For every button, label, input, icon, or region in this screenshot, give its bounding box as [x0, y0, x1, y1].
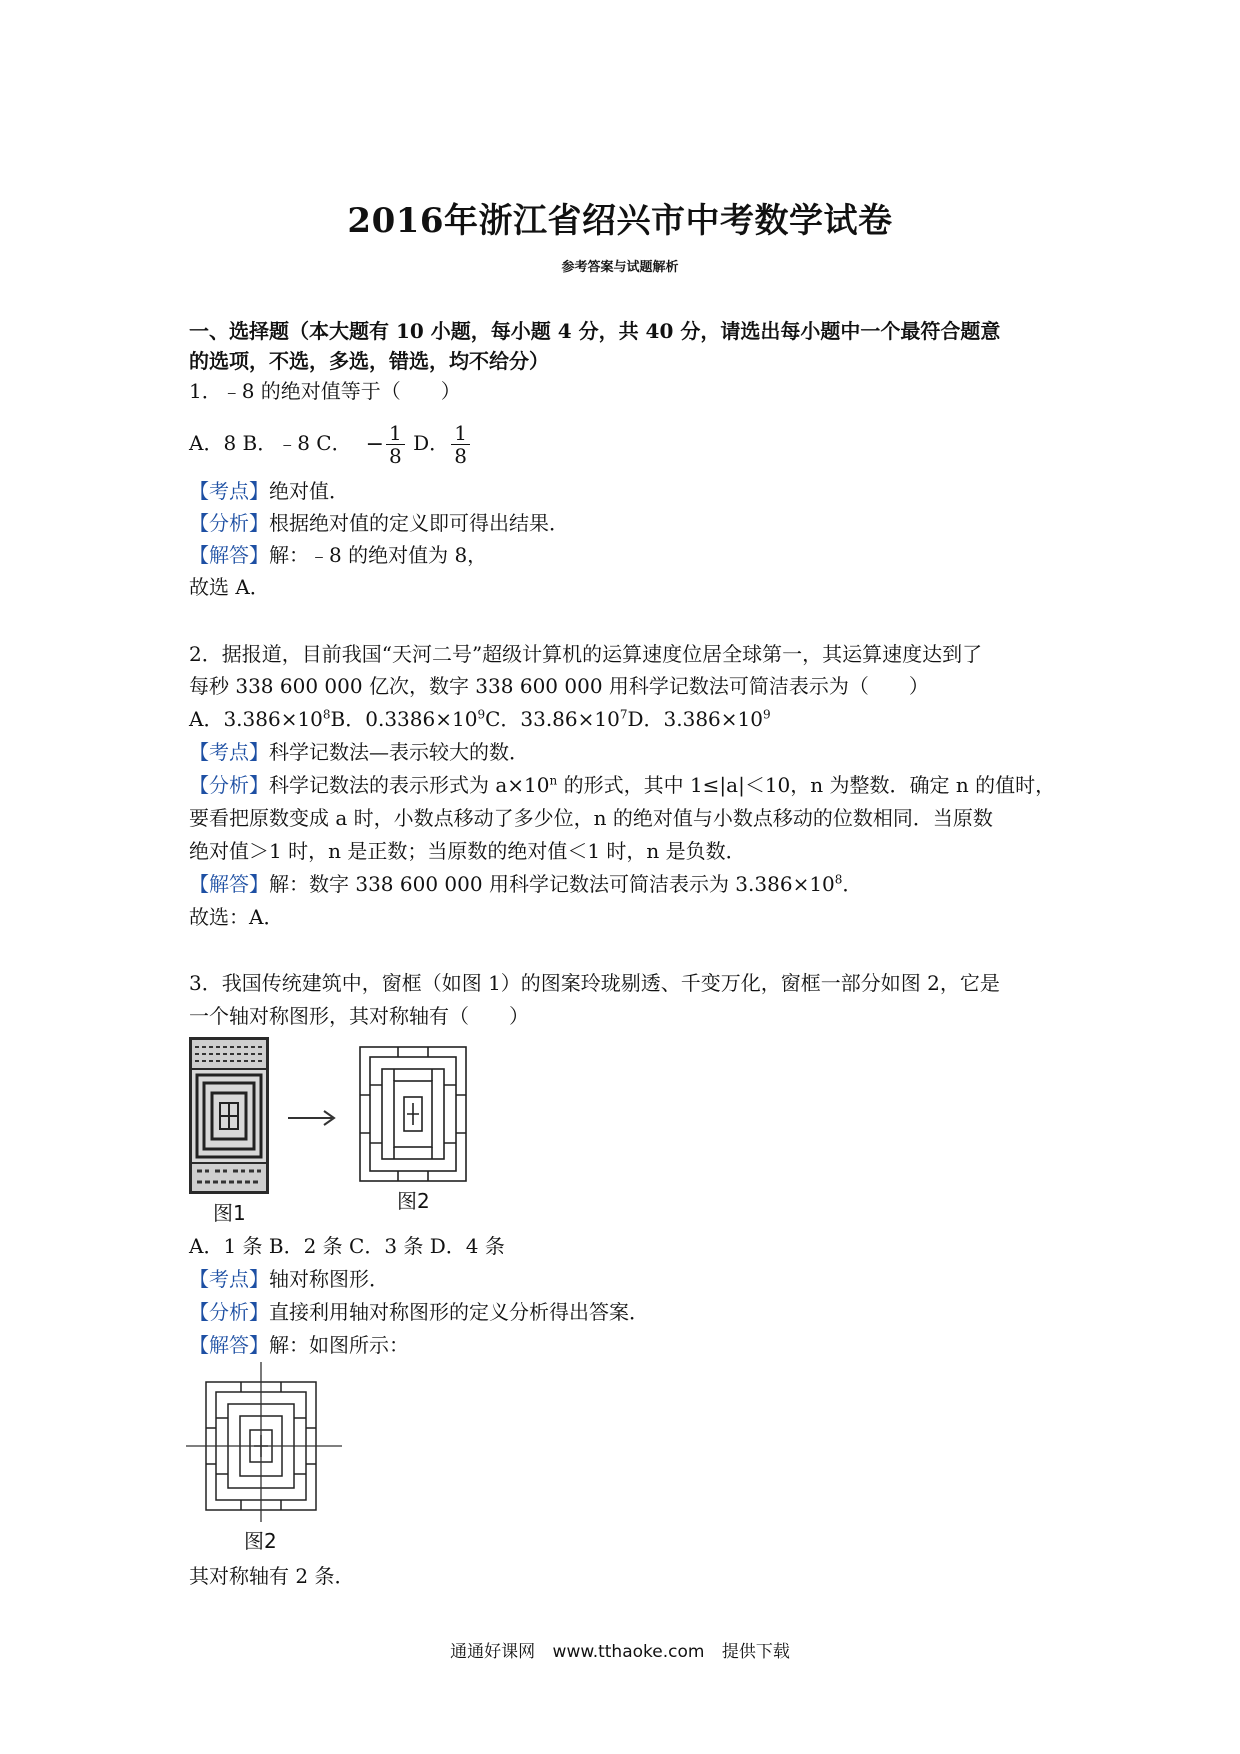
- footer-url-link[interactable]: www.tthaoke.com: [552, 1642, 705, 1662]
- q3-stem-line2: 一个轴对称图形，其对称轴有（ ）: [189, 1004, 529, 1028]
- q2-option-c: C．33.86×10: [485, 707, 620, 731]
- fig3-label: 图2: [244, 1529, 277, 1553]
- page-subtitle: 参考答案与试题解析: [561, 260, 679, 275]
- q1-frac-d-den: 8: [454, 444, 467, 468]
- q1-conclusion: 故选 A．: [189, 575, 270, 599]
- q2-jieda-exp: 8: [834, 872, 843, 887]
- q2-kaodian-text: 科学记数法—表示较大的数．: [269, 740, 529, 764]
- q2-option-c-exp: 7: [619, 707, 628, 722]
- q1-fenxi: [189, 509, 569, 537]
- jieda-tag: 【解答】: [189, 872, 269, 896]
- page-footer: [0, 1637, 1240, 1662]
- q2-option-b: B．0.3386×10: [330, 707, 478, 731]
- q2-option-b-exp: 9: [477, 707, 486, 722]
- fig2-label: 图2: [397, 1189, 430, 1213]
- q2-kaodian: [189, 738, 529, 766]
- fig1-label: 图1: [213, 1201, 246, 1225]
- fenxi-tag: 【分析】: [189, 1300, 269, 1324]
- q1-frac-c-sign: −: [365, 431, 385, 457]
- q3-jieda-text: 解：如图所示：: [269, 1333, 409, 1357]
- q3-fenxi-text: 直接利用轴对称图形的定义分析得出答案．: [269, 1300, 649, 1324]
- page-title: 2016年浙江省绍兴市中考数学试卷: [347, 201, 893, 241]
- q2-stem-line2: 每秒 338 600 000 亿次，数字 338 600 000 用科学记数法可简洁表示为（ ）: [189, 674, 929, 698]
- q2-stem-line1: 2．据报道，目前我国“天河二号”超级计算机的运算速度位居全球第一，其运算速度达到了: [189, 642, 983, 666]
- q2-jieda: [189, 870, 862, 898]
- q1-options-ab: A．8 B．﹣8 C．: [189, 431, 352, 455]
- q2-fenxi-line2: 要看把原数变成 a 时，小数点移动了多少位，n 的绝对值与小数点移动的位数相同．当原数: [189, 806, 993, 830]
- jieda-tag: 【解答】: [189, 543, 269, 567]
- kaodian-tag: 【考点】: [189, 479, 269, 503]
- q1-frac-c-den: 8: [389, 444, 402, 468]
- q2-conclusion: 故选：A．: [189, 905, 284, 929]
- q3-jieda: [189, 1331, 409, 1359]
- q2-fenxi-text-b: 的形式，其中 1≤|a|＜10，n 为整数．确定 n 的值时，: [557, 773, 1056, 797]
- q3-options: A．1 条 B．2 条 C．3 条 D．4 条: [189, 1234, 505, 1258]
- kaodian-tag: 【考点】: [189, 1267, 269, 1291]
- q3-kaodian-text: 轴对称图形．: [269, 1267, 389, 1291]
- section-heading-line2: 的选项，不选，多选，错选，均不给分）: [189, 349, 549, 373]
- q1-option-d-label: D．: [406, 431, 450, 455]
- q2-option-a: A．3.386×10: [189, 707, 323, 731]
- q1-stem: 1．﹣8 的绝对值等于（ ）: [189, 379, 461, 403]
- q3-stem-line1: 3．我国传统建筑中，窗框（如图 1）的图案玲珑剔透、千变万化，窗框一部分如图 2，它是: [189, 971, 1000, 995]
- fenxi-tag: 【分析】: [189, 511, 269, 535]
- footer-action: 提供下载: [721, 1642, 790, 1662]
- q2-fenxi-line1: [189, 771, 1055, 799]
- fenxi-tag: 【分析】: [189, 773, 269, 797]
- q1-fenxi-text: 根据绝对值的定义即可得出结果．: [269, 511, 569, 535]
- q2-option-d: D．3.386×10: [627, 707, 763, 731]
- q1-options: [189, 418, 472, 470]
- window-frame-photo: [189, 1037, 269, 1194]
- q2-jieda-text-b: ．: [842, 872, 863, 896]
- footer-site-name: 通通好课网: [450, 1642, 536, 1662]
- q3-fenxi: [189, 1298, 649, 1326]
- q2-fenxi-exp: n: [549, 773, 558, 788]
- q1-jieda-text: 解：﹣8 的绝对值为 8，: [269, 543, 488, 567]
- q1-jieda: [189, 541, 487, 569]
- q2-jieda-text-a: 解：数字 338 600 000 用科学记数法可简洁表示为 3.386×10: [269, 872, 835, 896]
- arrow-right-icon: [286, 1108, 338, 1128]
- q1-kaodian: [189, 477, 349, 505]
- q2-fenxi-text-a: 科学记数法的表示形式为 a×10: [269, 773, 550, 797]
- q2-option-d-exp: 9: [762, 707, 771, 722]
- kaodian-tag: 【考点】: [189, 740, 269, 764]
- q3-conclusion: 其对称轴有 2 条．: [189, 1564, 355, 1588]
- q2-fenxi-line3: 绝对值＞1 时，n 是正数；当原数的绝对值＜1 时，n 是负数．: [189, 839, 746, 863]
- window-frame-diagram: [358, 1045, 468, 1183]
- q2-options: [189, 705, 771, 733]
- q1-frac-d: [451, 422, 470, 467]
- q1-frac-c-num: 1: [386, 422, 405, 445]
- q1-frac-d-num: 1: [451, 422, 470, 445]
- q1-frac-c: [386, 422, 405, 467]
- q1-kaodian-text: 绝对值．: [269, 479, 349, 503]
- symmetry-axes-diagram: [186, 1362, 342, 1522]
- section-heading-line1: 一、选择题（本大题有 10 小题，每小题 4 分，共 40 分，请选出每小题中一个最符合题意: [189, 319, 1001, 343]
- q2-option-a-exp: 8: [322, 707, 331, 722]
- jieda-tag: 【解答】: [189, 1333, 269, 1357]
- q3-kaodian: [189, 1265, 389, 1293]
